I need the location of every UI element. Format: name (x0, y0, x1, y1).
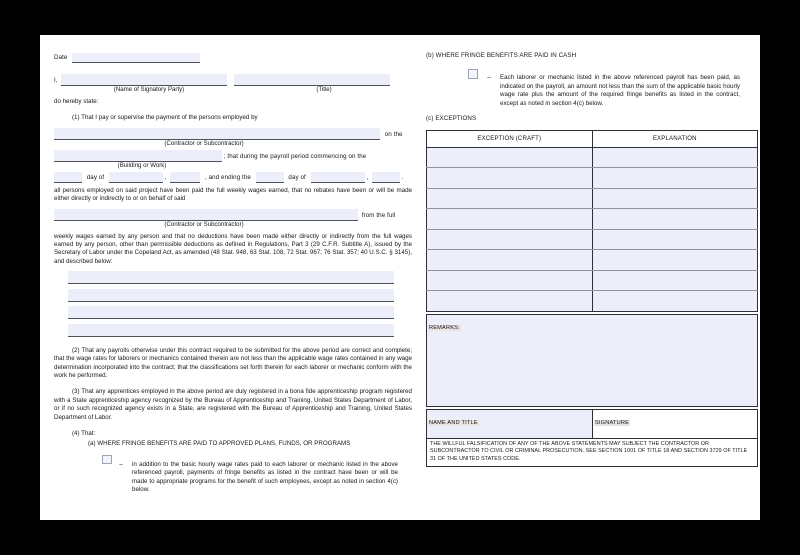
table-row (427, 291, 758, 312)
day-of-label-1: day of (86, 173, 105, 181)
table-row (427, 147, 758, 168)
description-line-4[interactable] (68, 324, 394, 337)
remarks-box[interactable] (426, 314, 758, 407)
signatory-name-input[interactable] (61, 74, 227, 86)
signature-row (426, 409, 758, 439)
signatory-title-input[interactable] (234, 74, 390, 86)
exceptions-header-row (427, 130, 758, 147)
remarks-label: REMARKS: (429, 324, 460, 331)
explanation-cell[interactable] (592, 250, 758, 271)
exception-craft-cell[interactable] (427, 270, 593, 291)
para-1-tail: weekly wages earned by any person and that no deductions have been made either directly or indirectly from the full wages earned by any person, other than permissible deductions as defined in Regulations, Part 3 (29 C.F.R. Subtitle A), issued by the Secretary of Labor under the Copeland Act, as amended (48 Stat. 948, 63 Stat. 108, 72 Stat. 967; 76 Stat. 357; 40 U.S.C. § 3145), and described below: (54, 232, 412, 265)
signature-box[interactable] (592, 409, 758, 439)
para-4a-body: in addition to the basic hourly wage rates paid to each laborer or mechanic listed in the above referenced payroll, payments of fringe benefits as listed in the contract have been or will be made to appropriate programs for the benefit of such employees, except as noted in section 4(c) below. (132, 460, 398, 494)
para-1-lead: (1) That I pay or supervise the payment of the persons employed by (72, 114, 258, 122)
building-row (54, 150, 426, 162)
i-label: I, (54, 77, 58, 84)
para-4b-block (426, 69, 760, 111)
caption-building-or-work: (Building or Work) (117, 161, 167, 169)
exception-craft-cell[interactable] (427, 168, 593, 189)
para-4a-dash: – (119, 460, 123, 468)
caption-contractor-2: (Contractor or Subcontractor) (164, 220, 244, 228)
fringe-benefits-plans-checkbox[interactable] (102, 455, 112, 465)
building-or-work-input[interactable] (54, 150, 222, 162)
name-and-title-box[interactable] (426, 409, 592, 439)
caption-contractor-1: (Contractor or Subcontractor) (164, 139, 244, 147)
name-and-title-label: NAME AND TITLE (429, 419, 478, 426)
caption-name-of-signatory: (Name of Signatory Party) (113, 86, 185, 93)
explanation-cell[interactable] (592, 270, 758, 291)
para-4a-heading: (a) WHERE FRINGE BENEFITS ARE PAID TO APPROVED PLANS, FUNDS, OR PROGRAMS (88, 440, 351, 448)
start-year-input[interactable] (170, 172, 200, 183)
end-day-input[interactable] (256, 172, 284, 183)
date-label: Date (54, 54, 68, 61)
para-4c-heading: (c) EXCEPTIONS (426, 115, 477, 123)
do-hereby-state: do hereby state: (54, 98, 99, 105)
end-year-input[interactable] (372, 172, 400, 183)
signatory-row (54, 74, 426, 86)
exception-craft-cell[interactable] (427, 209, 593, 230)
exception-craft-cell[interactable] (427, 147, 593, 168)
date-input[interactable] (72, 53, 200, 64)
para-4b-dash: – (487, 74, 491, 82)
para-4a-block (54, 455, 426, 499)
date-row (54, 52, 426, 63)
exceptions-table-wrap (426, 130, 758, 312)
and-ending-label: , and ending the (204, 173, 251, 181)
para-4b-heading: (b) WHERE FRINGE BENEFITS ARE PAID IN CASH (426, 52, 577, 59)
para-1-body: all persons employed on said project have been paid the full weekly wages earned, that no rebates have been or will be made either directly or indirectly to or on behalf of said (54, 186, 412, 203)
column-header-explanation: EXPLANATION (592, 130, 758, 147)
contractor-name-input-1[interactable] (54, 128, 380, 140)
explanation-cell[interactable] (592, 147, 758, 168)
para-2: (2) That any payrolls otherwise under this contract required to be submitted for the above period are correct and complete; that the wage rates for laborers or mechanics contained therein are not less than the applicable wage rates contained in any wage determination incorporated into the contract; that the classifications set forth therein for each laborer or mechanic conform with the work he performed. (54, 346, 412, 379)
contractor-row-1 (54, 128, 426, 140)
column-header-exception-craft: EXCEPTION (CRAFT) (427, 130, 593, 147)
exceptions-table (426, 130, 758, 312)
exception-craft-cell[interactable] (427, 291, 593, 312)
left-column (54, 35, 426, 499)
signatory-captions (54, 86, 426, 95)
signature-value (594, 429, 757, 431)
right-column (426, 35, 760, 467)
explanation-cell[interactable] (592, 209, 758, 230)
form-page (40, 35, 760, 520)
description-line-1[interactable] (68, 271, 394, 284)
para-4-lead: (4) That: (72, 430, 96, 437)
warning-notice: THE WILLFUL FALSIFICATION OF ANY OF THE ABOVE STATEMENTS MAY SUBJECT THE CONTRACTOR OR SUBCONTRACTOR TO CIVIL OR CRIMINAL PROSECUTION. SEE SECTION 1001 OF TITLE 18 AND SECTION 3729 OF TITLE 31 OF THE UNITED STATES CODE. (426, 438, 758, 467)
contractor-name-input-2[interactable] (54, 209, 358, 221)
table-row (427, 270, 758, 291)
explanation-cell[interactable] (592, 229, 758, 250)
on-the-label: on the (384, 130, 403, 138)
description-lines (54, 271, 426, 337)
remarks-value (428, 334, 757, 336)
explanation-cell[interactable] (592, 168, 758, 189)
exception-craft-cell[interactable] (427, 229, 593, 250)
exception-craft-cell[interactable] (427, 250, 593, 271)
table-row (427, 168, 758, 189)
fringe-benefits-cash-checkbox[interactable] (468, 69, 478, 79)
from-the-full-label: from the full (361, 211, 396, 219)
description-line-3[interactable] (68, 306, 394, 319)
caption-title: (Title) (316, 86, 332, 93)
table-row (427, 229, 758, 250)
end-month-input[interactable] (311, 172, 365, 183)
explanation-cell[interactable] (592, 291, 758, 312)
signature-label: SIGNATURE (595, 419, 630, 426)
table-row (427, 250, 758, 271)
start-day-input[interactable] (54, 172, 82, 183)
description-line-2[interactable] (68, 289, 394, 302)
table-row (427, 188, 758, 209)
para-3: (3) That any apprentices employed in the above period are duly registered in a bona fide apprenticeship program registered with a State apprenticeship agency recognized by the Bureau of Apprenticeship and Training, United States Department of Labor, or if no such recognized agency exists in a State, are registered with the Bureau of Apprenticeship and Training, United States Department of Labor. (54, 388, 412, 421)
day-of-label-2: day of (288, 173, 306, 181)
name-and-title-value (428, 429, 592, 431)
contractor-row-2 (54, 209, 426, 221)
start-month-input[interactable] (109, 172, 163, 183)
that-during-label: ; that during the payroll period commencing on the (223, 152, 367, 160)
table-row (427, 209, 758, 230)
payroll-period-row: day of , , and ending the day of , . (54, 172, 426, 183)
para-4b-body: Each laborer or mechanic listed in the above referenced payroll has been paid, as indicated on the payroll, an amount not less than the sum of the applicable basic hourly wage rate plus the amount of the required fringe benefits as listed in the contract, except as noted in section 4(c) below. (500, 74, 740, 107)
exception-craft-cell[interactable] (427, 188, 593, 209)
explanation-cell[interactable] (592, 188, 758, 209)
